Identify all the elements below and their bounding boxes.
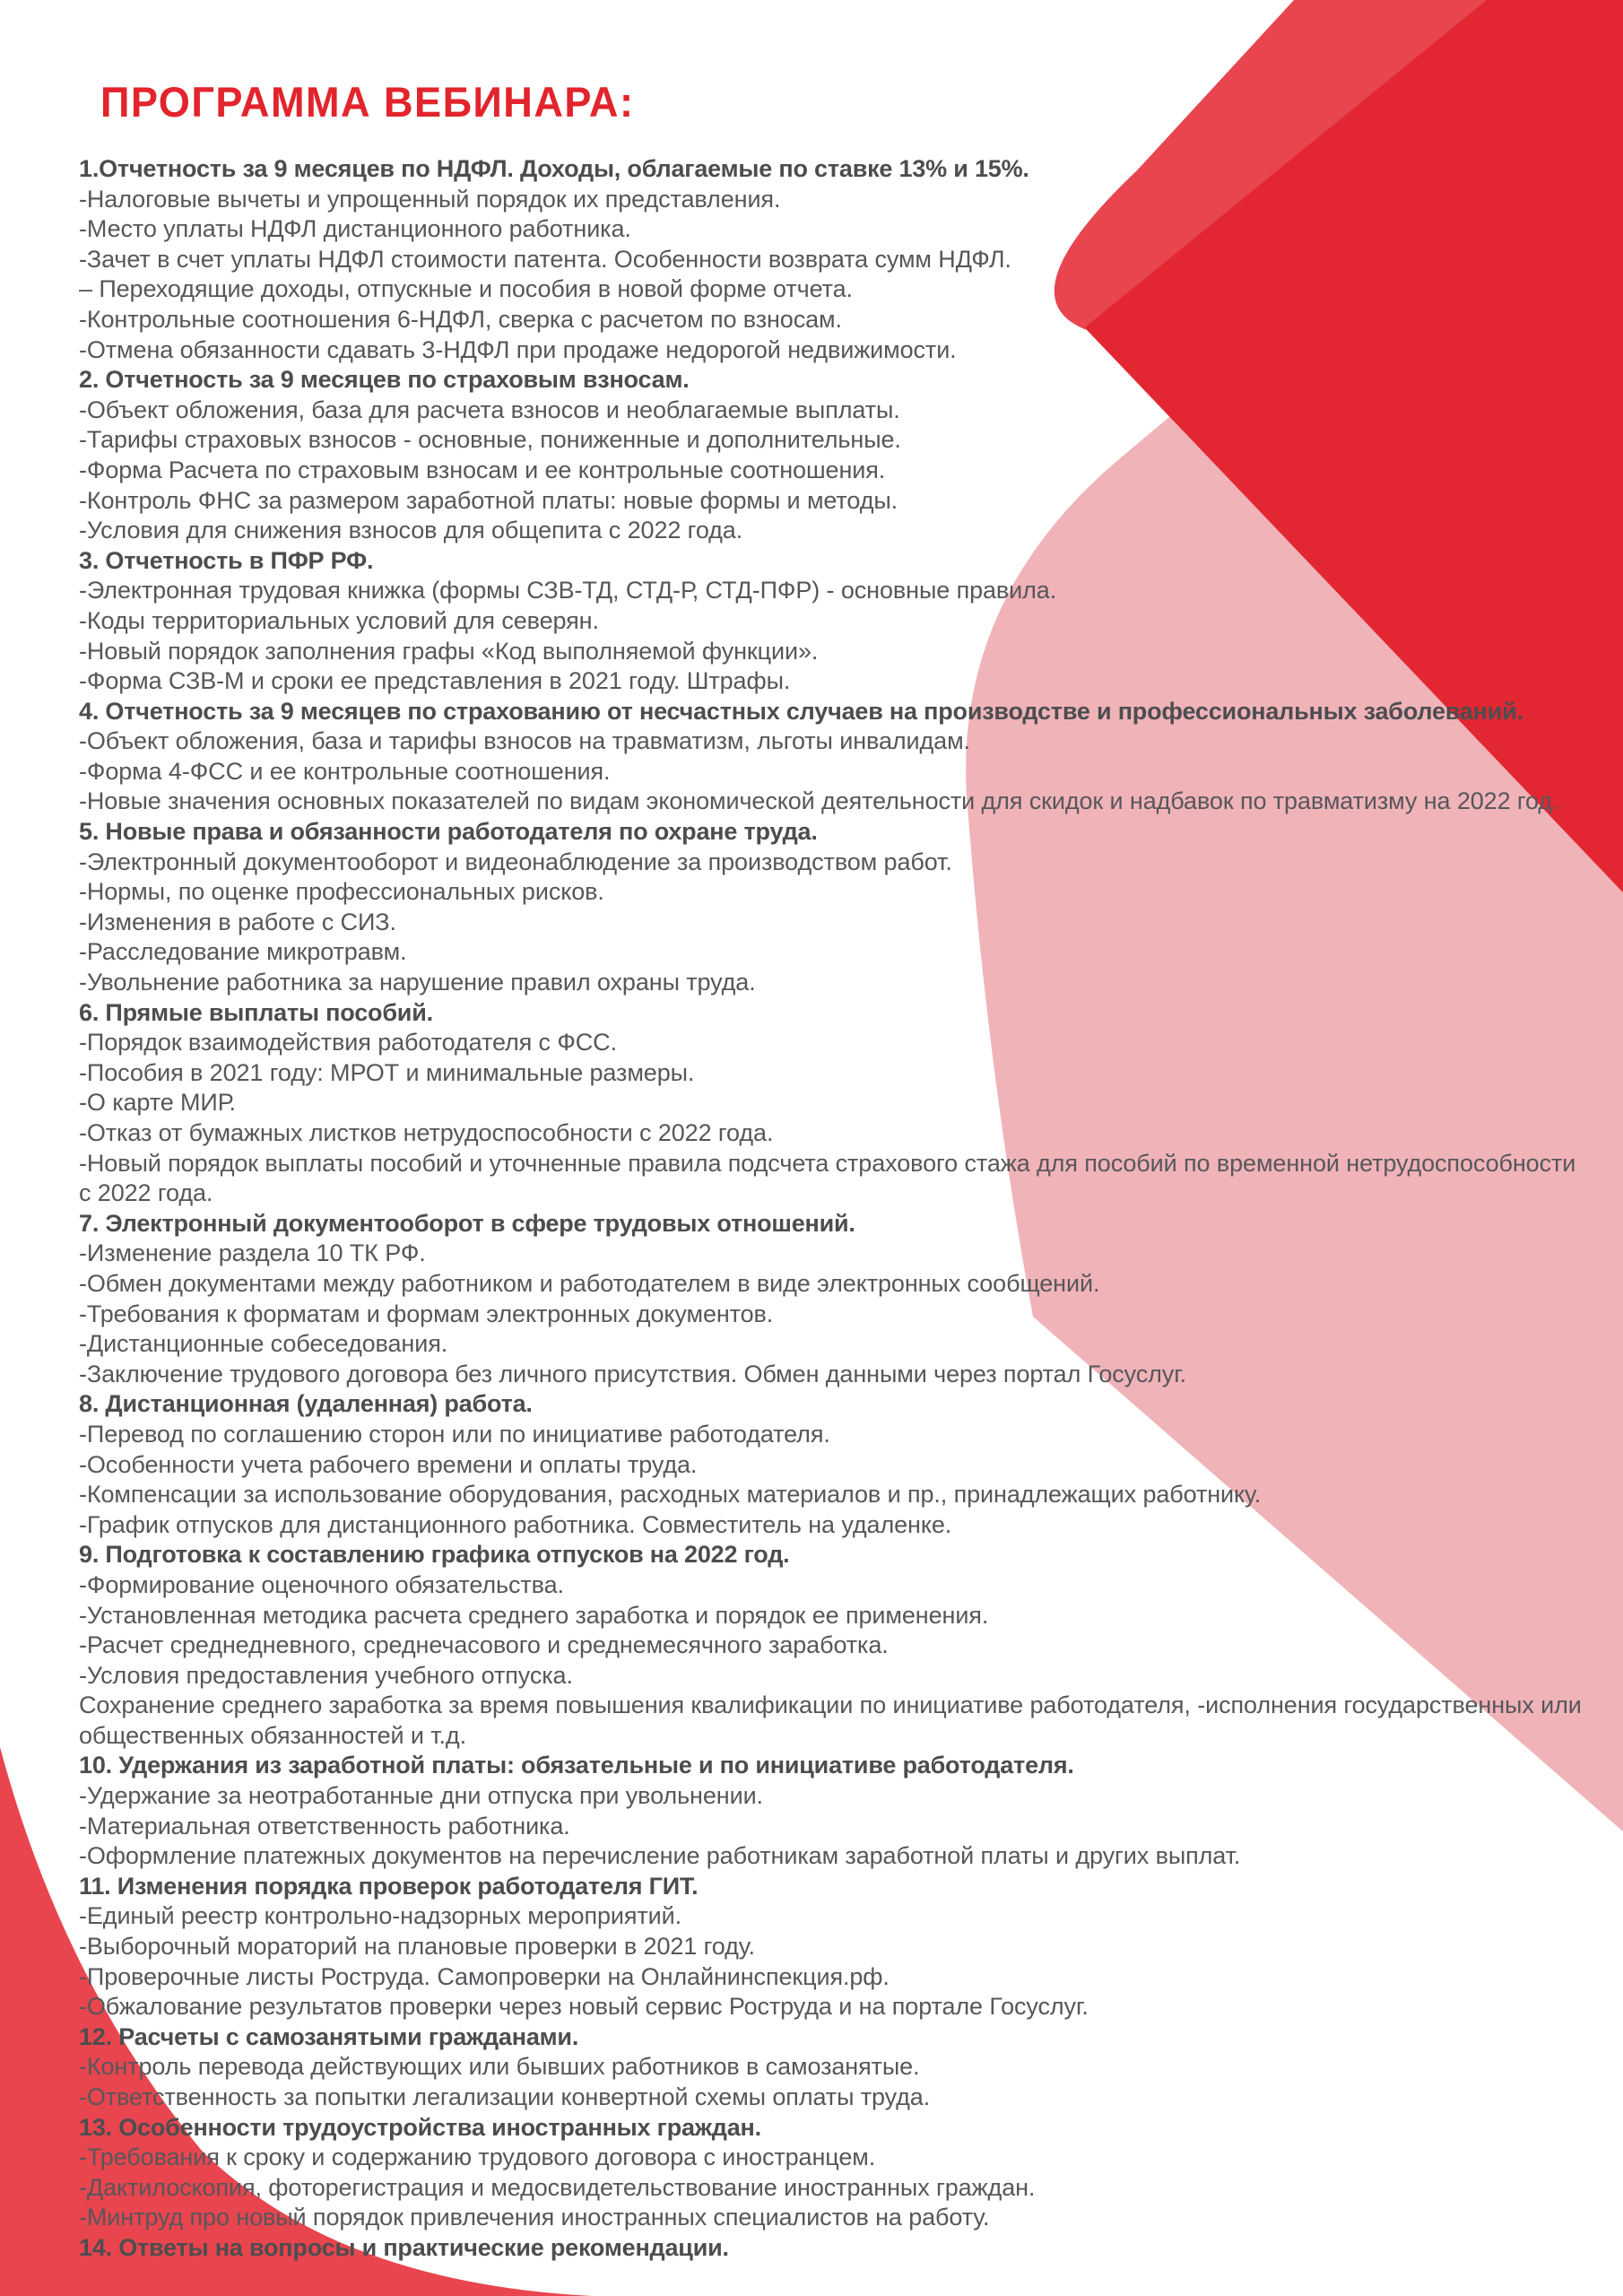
program-item: -Выборочный мораторий на плановые проверки в 2021 году. — [79, 1933, 755, 1961]
program-item: -Оформление платежных документов на перечисление работникам заработной платы и других выплат. — [79, 1842, 1241, 1870]
section-title: 8. Дистанционная (удаленная) работа. — [79, 1390, 533, 1418]
program-item: Сохранение среднего заработка за время повышения квалификации по инициативе работодателя, -исполнения государственных или общественных обязанностей и т.д. — [79, 1692, 1582, 1749]
program-item: – Переходящие доходы, отпускные и пособия в новой форме отчета. — [79, 275, 853, 303]
section-title: 5. Новые права и обязанности работодателя по охране труда. — [79, 818, 818, 846]
section-title: 12. Расчеты с самозанятыми гражданами. — [79, 2022, 579, 2050]
section-title: 1.Отчетность за 9 месяцев по НДФЛ. Доходы, облагаемые по ставке 13% и 15%. — [79, 155, 1029, 182]
program-item: -Удержание за неотработанные дни отпуска при увольнении. — [79, 1782, 763, 1810]
section-title: 6. Прямые выплаты пособий. — [79, 998, 433, 1026]
program-item: -Новый порядок заполнения графы «Код выполняемой функции». — [79, 637, 819, 665]
program-item: -Перевод по соглашению сторон или по инициативе работодателя. — [79, 1420, 830, 1448]
program-item: -Обжалование результатов проверки через новый сервис Роструда и на портале Госуслуг. — [79, 1993, 1089, 2021]
page-title: ПРОГРАММА ВЕБИНАРА: — [100, 78, 635, 126]
program-item: -Место уплаты НДФЛ дистанционного работника. — [79, 215, 631, 243]
program-item: -Отмена обязанности сдавать 3-НДФЛ при продаже недорогой недвижимости. — [79, 335, 957, 363]
program-item: -О карте МИР. — [79, 1089, 236, 1117]
program-item: -Объект обложения, база для расчета взносов и необлагаемые выплаты. — [79, 396, 900, 423]
program-item: -Зачет в счет уплаты НДФЛ стоимости патента. Особенности возврата сумм НДФЛ. — [79, 245, 1011, 273]
program-item: -Тарифы страховых взносов - основные, пониженные и дополнительные. — [79, 426, 901, 454]
program-item: -Требования к сроку и содержанию трудового договора с иностранцем. — [79, 2144, 876, 2171]
program-item: -Дактилоскопия, фоторегистрация и медосвидетельствование иностранных граждан. — [79, 2173, 1036, 2201]
program-item: -Форма Расчета по страховым взносам и ее контрольные соотношения. — [79, 456, 886, 483]
program-item: -Проверочные листы Роструда. Самопроверки на Онлайнинспекция.рф. — [79, 1962, 890, 1990]
program-item: -Пособия в 2021 году: МРОТ и минимальные размеры. — [79, 1058, 695, 1086]
program-item: -Материальная ответственность работника. — [79, 1812, 570, 1839]
section-title: 9. Подготовка к составлению графика отпусков на 2022 год. — [79, 1541, 790, 1569]
program-item: -Требования к форматам и формам электронных документов. — [79, 1300, 774, 1327]
program-item: -Ответственность за попытки легализации конвертной схемы оплаты труда. — [79, 2083, 931, 2110]
program-list — [79, 154, 1590, 2264]
program-item: -Увольнение работника за нарушение правил охраны труда. — [79, 969, 756, 996]
section-title: 11. Изменения порядка проверок работодателя ГИТ. — [79, 1872, 699, 1900]
program-item: -Заключение трудового договора без личного присутствия. Обмен данными через портал Госуслуг. — [79, 1360, 1187, 1387]
program-item: -Объект обложения, база и тарифы взносов на травматизм, льготы инвалидам. — [79, 727, 970, 755]
program-item: -Единый реестр контрольно-надзорных мероприятий. — [79, 1902, 682, 1930]
program-item: -Особенности учета рабочего времени и оплаты труда. — [79, 1450, 698, 1478]
program-item: -Форма 4-ФСС и ее контрольные соотношения. — [79, 757, 611, 785]
program-item: -Установленная методика расчета среднего заработка и порядок ее применения. — [79, 1601, 989, 1629]
program-item: -Новые значения основных показателей по видам экономической деятельности для скидок и надбавок по травматизму на 2022 год. — [79, 787, 1559, 815]
program-item: -Новый порядок выплаты пособий и уточненные правила подсчета страхового стажа для пособий по временной нетрудоспособности с 2022 года. — [79, 1149, 1576, 1207]
program-item: -Электронный документооборот и видеонаблюдение за производством работ. — [79, 848, 952, 875]
section-title: 7. Электронный документооборот в сфере трудовых отношений. — [79, 1209, 855, 1237]
section-title: 2. Отчетность за 9 месяцев по страховым взносам. — [79, 366, 690, 394]
program-item: -Контрольные соотношения 6-НДФЛ, сверка с расчетом по взносам. — [79, 305, 842, 333]
section-title: 4. Отчетность за 9 месяцев по страхованию от несчастных случаев на производстве и профессиональных заболеваний. — [79, 697, 1523, 725]
section-title: 14. Ответы на вопросы и практические рекомендации. — [79, 2233, 729, 2261]
program-item: -Отказ от бумажных листков нетрудоспособности с 2022 года. — [79, 1119, 774, 1146]
program-item: -Порядок взаимодействия работодателя с ФСС. — [79, 1029, 617, 1057]
program-item: -Условия предоставления учебного отпуска. — [79, 1661, 573, 1689]
program-item: -Компенсации за использование оборудования, расходных материалов и пр., принадлежащих работнику. — [79, 1481, 1262, 1509]
program-item: -График отпусков для дистанционного работника. Совместитель на удаленке. — [79, 1510, 952, 1538]
section-title: 10. Удержания из заработной платы: обязательные и по инициативе работодателя. — [79, 1752, 1074, 1779]
program-item: -Изменение раздела 10 ТК РФ. — [79, 1239, 426, 1267]
program-item: -Дистанционные собеседования. — [79, 1330, 448, 1358]
program-item: -Нормы, по оценке профессиональных рисков. — [79, 878, 604, 906]
program-item: -Контроль перевода действующих или бывших работников в самозанятые. — [79, 2053, 920, 2081]
program-item: -Налоговые вычеты и упрощенный порядок их представления. — [79, 185, 781, 213]
program-item: -Контроль ФНС за размером заработной платы: новые формы и методы. — [79, 486, 898, 514]
section-title: 3. Отчетность в ПФР РФ. — [79, 546, 374, 574]
program-item: -Изменения в работе с СИЗ. — [79, 908, 396, 935]
section-title: 13. Особенности трудоустройства иностранных граждан. — [79, 2113, 761, 2141]
program-item: -Форма СЗВ-М и сроки ее представления в 2021 году. Штрафы. — [79, 667, 791, 695]
program-item: -Минтруд про новый порядок привлечения иностранных специалистов на работу. — [79, 2204, 990, 2231]
program-item: -Обмен документами между работником и работодателем в виде электронных сообщений. — [79, 1269, 1100, 1297]
program-item: -Коды территориальных условий для северян. — [79, 606, 599, 634]
program-item: -Электронная трудовая книжка (формы СЗВ-ТД, СТД-Р, СТД-ПФР) - основные правила. — [79, 577, 1057, 604]
program-item: -Расследование микротравм. — [79, 938, 407, 966]
program-item: -Формирование оценочного обязательства. — [79, 1570, 564, 1598]
program-item: -Условия для снижения взносов для общепита с 2022 года. — [79, 517, 743, 544]
program-item: -Расчет среднедневного, среднечасового и среднемесячного заработка. — [79, 1631, 889, 1659]
